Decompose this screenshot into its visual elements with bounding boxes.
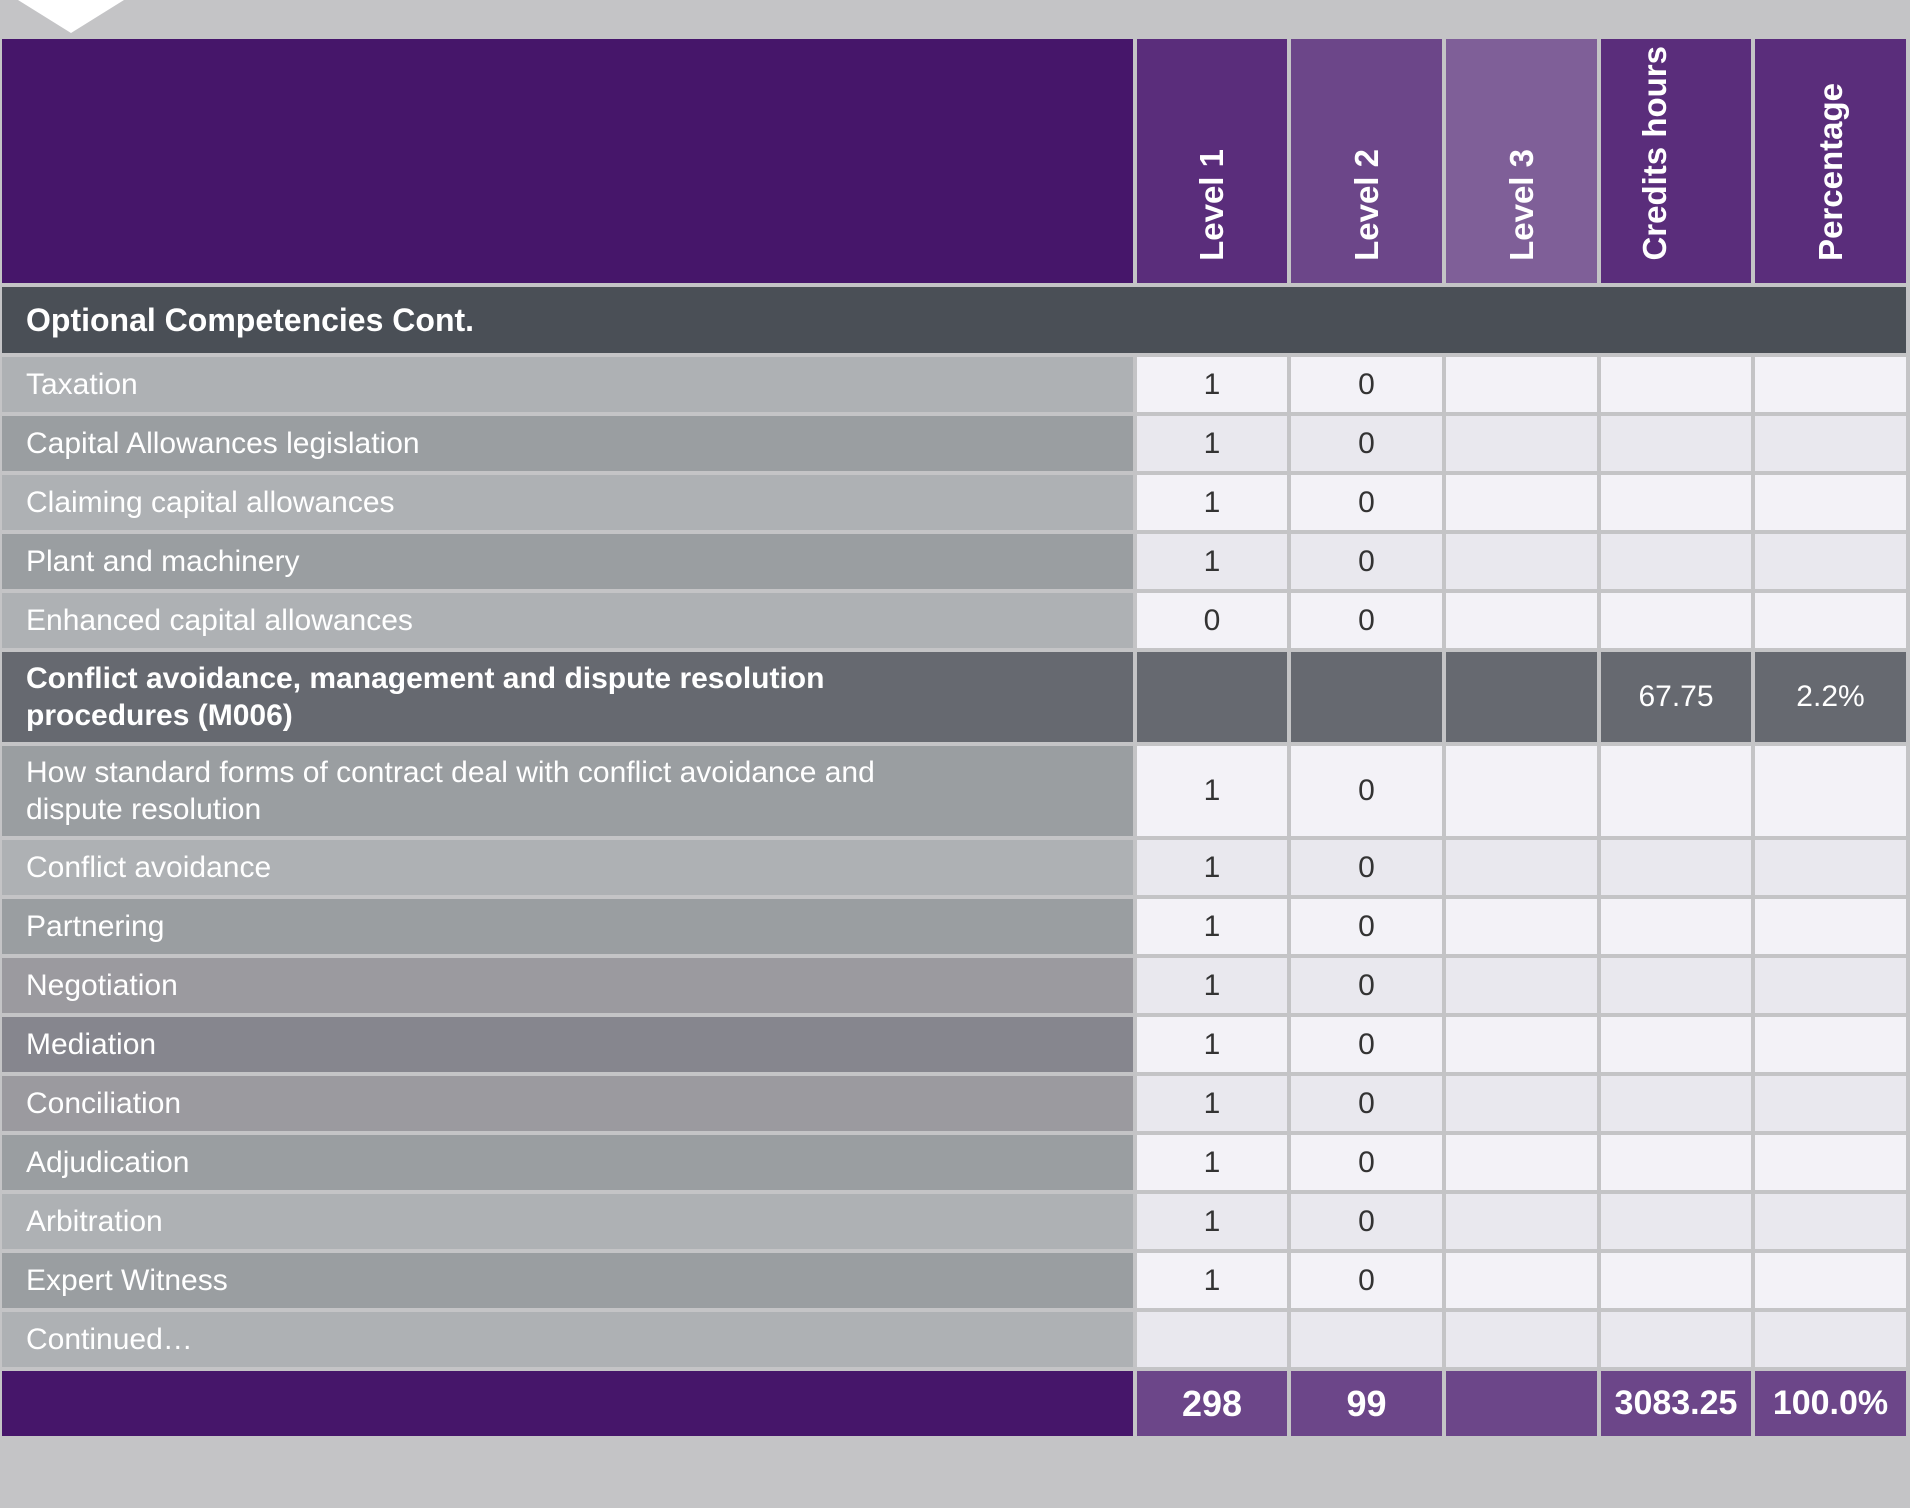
cell-credits bbox=[1601, 840, 1751, 895]
cell-l2: 0 bbox=[1291, 1017, 1442, 1072]
cell-l1: 1 bbox=[1137, 1017, 1287, 1072]
module-row-label: Conflict avoidance, management and dispute resolution procedures (M006) bbox=[2, 652, 1133, 742]
header-label: Level 3 bbox=[1502, 149, 1540, 261]
cell-l2: 0 bbox=[1291, 1135, 1442, 1190]
cell-l3 bbox=[1446, 1017, 1597, 1072]
row-label: Enhanced capital allowances bbox=[2, 593, 1133, 648]
row-label: Adjudication bbox=[2, 1135, 1133, 1190]
cell-l1: 0 bbox=[1137, 593, 1287, 648]
totals-label bbox=[2, 1371, 1133, 1436]
total-l2: 99 bbox=[1291, 1371, 1442, 1436]
header-level-1 bbox=[1137, 39, 1287, 283]
cell-pct bbox=[1755, 1312, 1906, 1367]
cell-pct bbox=[1755, 357, 1906, 412]
cell-pct bbox=[1755, 1194, 1906, 1249]
cell-credits bbox=[1601, 1076, 1751, 1131]
cell-pct bbox=[1755, 1076, 1906, 1131]
header-label: Percentage bbox=[1811, 83, 1849, 261]
cell-l3 bbox=[1446, 746, 1597, 836]
cell-credits bbox=[1601, 1017, 1751, 1072]
row-label: Taxation bbox=[2, 357, 1133, 412]
cell-l2: 0 bbox=[1291, 746, 1442, 836]
total-l1: 298 bbox=[1137, 1371, 1287, 1436]
total-pct: 100.0% bbox=[1755, 1371, 1906, 1436]
cell-l2: 0 bbox=[1291, 593, 1442, 648]
cell-l3 bbox=[1446, 958, 1597, 1013]
cell-credits bbox=[1601, 534, 1751, 589]
cell-l3 bbox=[1446, 357, 1597, 412]
cell-l2: 0 bbox=[1291, 1194, 1442, 1249]
cell-credits bbox=[1601, 357, 1751, 412]
cell-l2: 0 bbox=[1291, 1253, 1442, 1308]
cell-l1: 1 bbox=[1137, 958, 1287, 1013]
cell-l1: 1 bbox=[1137, 475, 1287, 530]
cell-pct bbox=[1755, 593, 1906, 648]
row-label: Arbitration bbox=[2, 1194, 1133, 1249]
cell-l3 bbox=[1446, 475, 1597, 530]
header-level-2 bbox=[1291, 39, 1442, 283]
cell-credits bbox=[1601, 1253, 1751, 1308]
cell-pct: 2.2% bbox=[1755, 652, 1906, 742]
cell-l2: 0 bbox=[1291, 899, 1442, 954]
competency-table bbox=[2, 39, 1908, 1436]
cell-l1: 1 bbox=[1137, 1194, 1287, 1249]
cell-l3 bbox=[1446, 1194, 1597, 1249]
row-label: Negotiation bbox=[2, 958, 1133, 1013]
cell-credits bbox=[1601, 899, 1751, 954]
row-label: Partnering bbox=[2, 899, 1133, 954]
total-l3 bbox=[1446, 1371, 1597, 1436]
cell-l2: 0 bbox=[1291, 475, 1442, 530]
header-level-3 bbox=[1446, 39, 1597, 283]
cell-pct bbox=[1755, 1017, 1906, 1072]
collapse-triangle-icon bbox=[18, 0, 124, 33]
cell-pct bbox=[1755, 416, 1906, 471]
cell-l3 bbox=[1446, 1135, 1597, 1190]
cell-l1: 1 bbox=[1137, 534, 1287, 589]
cell-pct bbox=[1755, 475, 1906, 530]
cell-l1 bbox=[1137, 652, 1287, 742]
cell-l2 bbox=[1291, 1312, 1442, 1367]
cell-l3 bbox=[1446, 840, 1597, 895]
header-label: Credits hours bbox=[1636, 46, 1673, 261]
row-label: Capital Allowances legislation bbox=[2, 416, 1133, 471]
row-label: Conflict avoidance bbox=[2, 840, 1133, 895]
cell-l2: 0 bbox=[1291, 357, 1442, 412]
cell-l3 bbox=[1446, 1312, 1597, 1367]
cell-credits bbox=[1601, 1194, 1751, 1249]
cell-pct bbox=[1755, 840, 1906, 895]
cell-credits bbox=[1601, 958, 1751, 1013]
header-credits-hours bbox=[1601, 39, 1751, 283]
row-label: Claiming capital allowances bbox=[2, 475, 1133, 530]
cell-l2: 0 bbox=[1291, 534, 1442, 589]
cell-l3 bbox=[1446, 534, 1597, 589]
cell-l2: 0 bbox=[1291, 1076, 1442, 1131]
cell-credits bbox=[1601, 475, 1751, 530]
cell-credits: 67.75 bbox=[1601, 652, 1751, 742]
cell-pct bbox=[1755, 899, 1906, 954]
cell-credits bbox=[1601, 1135, 1751, 1190]
header-percentage bbox=[1755, 39, 1906, 283]
cell-credits bbox=[1601, 416, 1751, 471]
cell-credits bbox=[1601, 1312, 1751, 1367]
cell-l1: 1 bbox=[1137, 840, 1287, 895]
cell-l3 bbox=[1446, 899, 1597, 954]
cell-pct bbox=[1755, 746, 1906, 836]
header-label: Level 2 bbox=[1347, 149, 1385, 261]
cell-pct bbox=[1755, 1135, 1906, 1190]
cell-l1: 1 bbox=[1137, 416, 1287, 471]
cell-l2: 0 bbox=[1291, 958, 1442, 1013]
cell-l2: 0 bbox=[1291, 416, 1442, 471]
header-blank bbox=[2, 39, 1133, 283]
cell-l3 bbox=[1446, 593, 1597, 648]
cell-pct bbox=[1755, 534, 1906, 589]
section-title: Optional Competencies Cont. bbox=[2, 287, 1906, 353]
cell-l1: 1 bbox=[1137, 1253, 1287, 1308]
cell-l3 bbox=[1446, 652, 1597, 742]
cell-l1: 1 bbox=[1137, 1076, 1287, 1131]
cell-l1: 1 bbox=[1137, 357, 1287, 412]
cell-l3 bbox=[1446, 1076, 1597, 1131]
header-label: Level 1 bbox=[1193, 149, 1230, 261]
cell-l3 bbox=[1446, 416, 1597, 471]
cell-credits bbox=[1601, 746, 1751, 836]
row-label: Expert Witness bbox=[2, 1253, 1133, 1308]
cell-pct bbox=[1755, 1253, 1906, 1308]
row-label: Plant and machinery bbox=[2, 534, 1133, 589]
row-label: How standard forms of contract deal with conflict avoidance and dispute resolution bbox=[2, 746, 1133, 836]
row-label: Conciliation bbox=[2, 1076, 1133, 1131]
cell-l3 bbox=[1446, 1253, 1597, 1308]
total-credits: 3083.25 bbox=[1601, 1371, 1751, 1436]
cell-l2: 0 bbox=[1291, 840, 1442, 895]
cell-l2 bbox=[1291, 652, 1442, 742]
cell-l1 bbox=[1137, 1312, 1287, 1367]
row-label: Mediation bbox=[2, 1017, 1133, 1072]
row-label: Continued… bbox=[2, 1312, 1133, 1367]
cell-pct bbox=[1755, 958, 1906, 1013]
cell-l1: 1 bbox=[1137, 899, 1287, 954]
cell-l1: 1 bbox=[1137, 746, 1287, 836]
cell-credits bbox=[1601, 593, 1751, 648]
cell-l1: 1 bbox=[1137, 1135, 1287, 1190]
